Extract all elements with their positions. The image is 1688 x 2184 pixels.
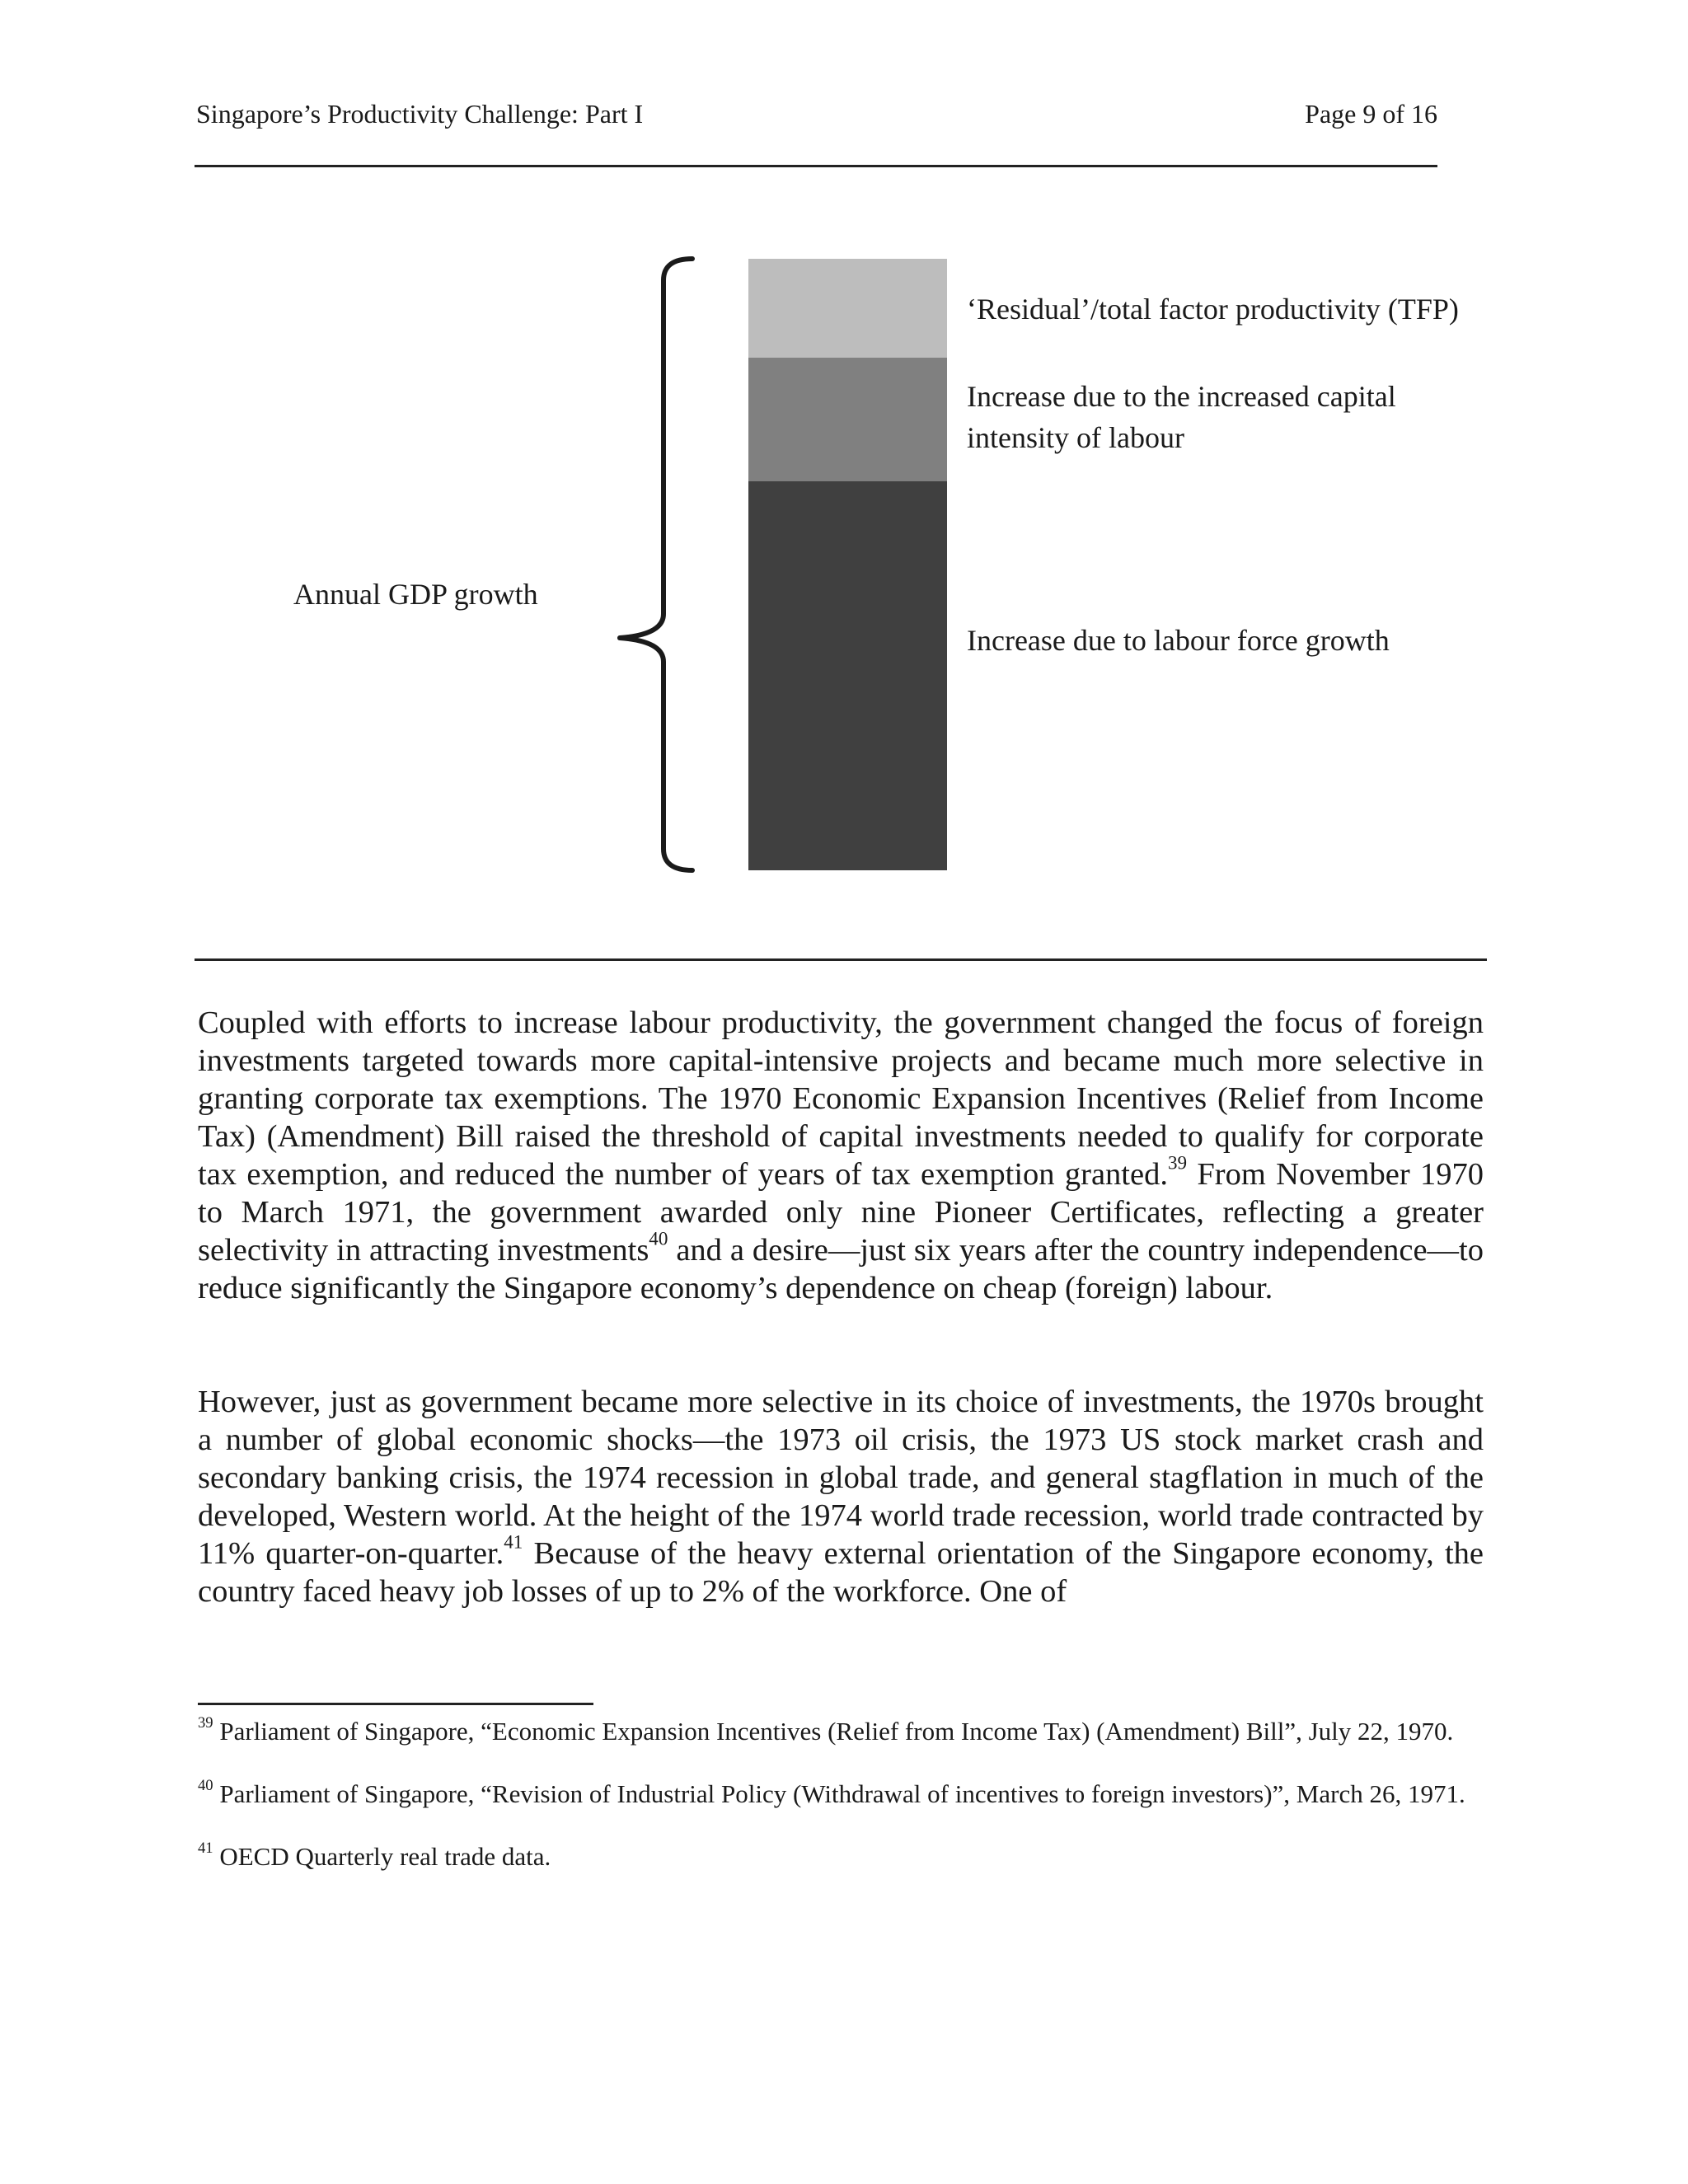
- footnote-41-number: 41: [198, 1840, 213, 1858]
- figure-divider: [195, 958, 1487, 961]
- footnote-39: [198, 1716, 1492, 1747]
- running-header-title: Singapore’s Productivity Challenge: Part I: [196, 99, 644, 129]
- tfp-label: ‘Residual’/total factor productivity (TFP): [967, 293, 1459, 326]
- footnote-ref-39: 39: [1167, 1151, 1188, 1174]
- paragraph-1-text-c: and a desire—just six years after the country independence—to reduce significantly the Singapore economy’s dependence on cheap (foreign) labour.: [198, 1233, 1484, 1305]
- paragraph-1-text-b: From November 1970 to March 1971, the government awarded only nine Pioneer Certificates, reflecting a greater selectivity in attracting investments: [198, 1157, 1484, 1268]
- paragraph-1: [198, 1004, 1484, 1307]
- footnote-39-text: Parliament of Singapore, “Economic Expansion Incentives (Relief from Income Tax) (Amendment) Bill”, July 22, 1970.: [213, 1717, 1454, 1746]
- footnote-39-number: 39: [198, 1714, 213, 1732]
- paragraph-1-text-a: Coupled with efforts to increase labour productivity, the government changed the focus of foreign investments targeted towards more capital-intensive projects and became much more selective in granting corporate tax exemptions. The 1970 Economic Expansion Incentives (Relief from Income Tax) (Amendment) Bill raised the threshold of capital investments needed to qualify for corporate tax exemption, and reduced the number of years of tax exemption granted.: [198, 1005, 1484, 1192]
- capital-intensity-label-line1: Increase due to the increased capital: [967, 380, 1396, 413]
- header-divider: [195, 165, 1437, 167]
- footnote-40-number: 40: [198, 1777, 213, 1795]
- paragraph-2: [198, 1383, 1484, 1610]
- labour-force-segment: [748, 481, 947, 870]
- footnote-40: [198, 1779, 1492, 1810]
- paragraph-2-text-a: However, just as government became more selective in its choice of investments, the 1970s brought a number of global economic shocks—the 1973 oil crisis, the 1973 US stock market crash and secondary banking crisis, the 1974 recession in global trade, and general stagflation in much of the developed, Western world. At the height of the 1974 world trade recession, world trade contracted by 11% quarter-on-quarter.: [198, 1385, 1484, 1571]
- annual-gdp-growth-label: Annual GDP growth: [293, 578, 538, 611]
- capital-intensity-label-line2: intensity of labour: [967, 421, 1184, 454]
- gdp-growth-decomposition-figure: [0, 247, 1688, 907]
- footnote-41: [198, 1841, 1492, 1872]
- footnote-ref-41: 41: [504, 1530, 523, 1553]
- footnote-40-text: Parliament of Singapore, “Revision of Industrial Policy (Withdrawal of incentives to foreign investors)”, March 26, 1971.: [213, 1779, 1465, 1808]
- tfp-segment: [748, 259, 947, 358]
- paragraph-2-text-b: Because of the heavy external orientation of the Singapore economy, the country faced heavy job losses of up to 2% of the workforce. One of: [198, 1536, 1484, 1609]
- footnote-41-text: OECD Quarterly real trade data.: [213, 1842, 551, 1871]
- footnote-ref-40: 40: [649, 1227, 668, 1249]
- page-number: Page 9 of 16: [1305, 99, 1437, 129]
- footnote-divider: [198, 1703, 593, 1705]
- curly-brace-icon: [620, 259, 692, 870]
- labour-force-label: Increase due to labour force growth: [967, 624, 1390, 657]
- capital-intensity-segment: [748, 358, 947, 481]
